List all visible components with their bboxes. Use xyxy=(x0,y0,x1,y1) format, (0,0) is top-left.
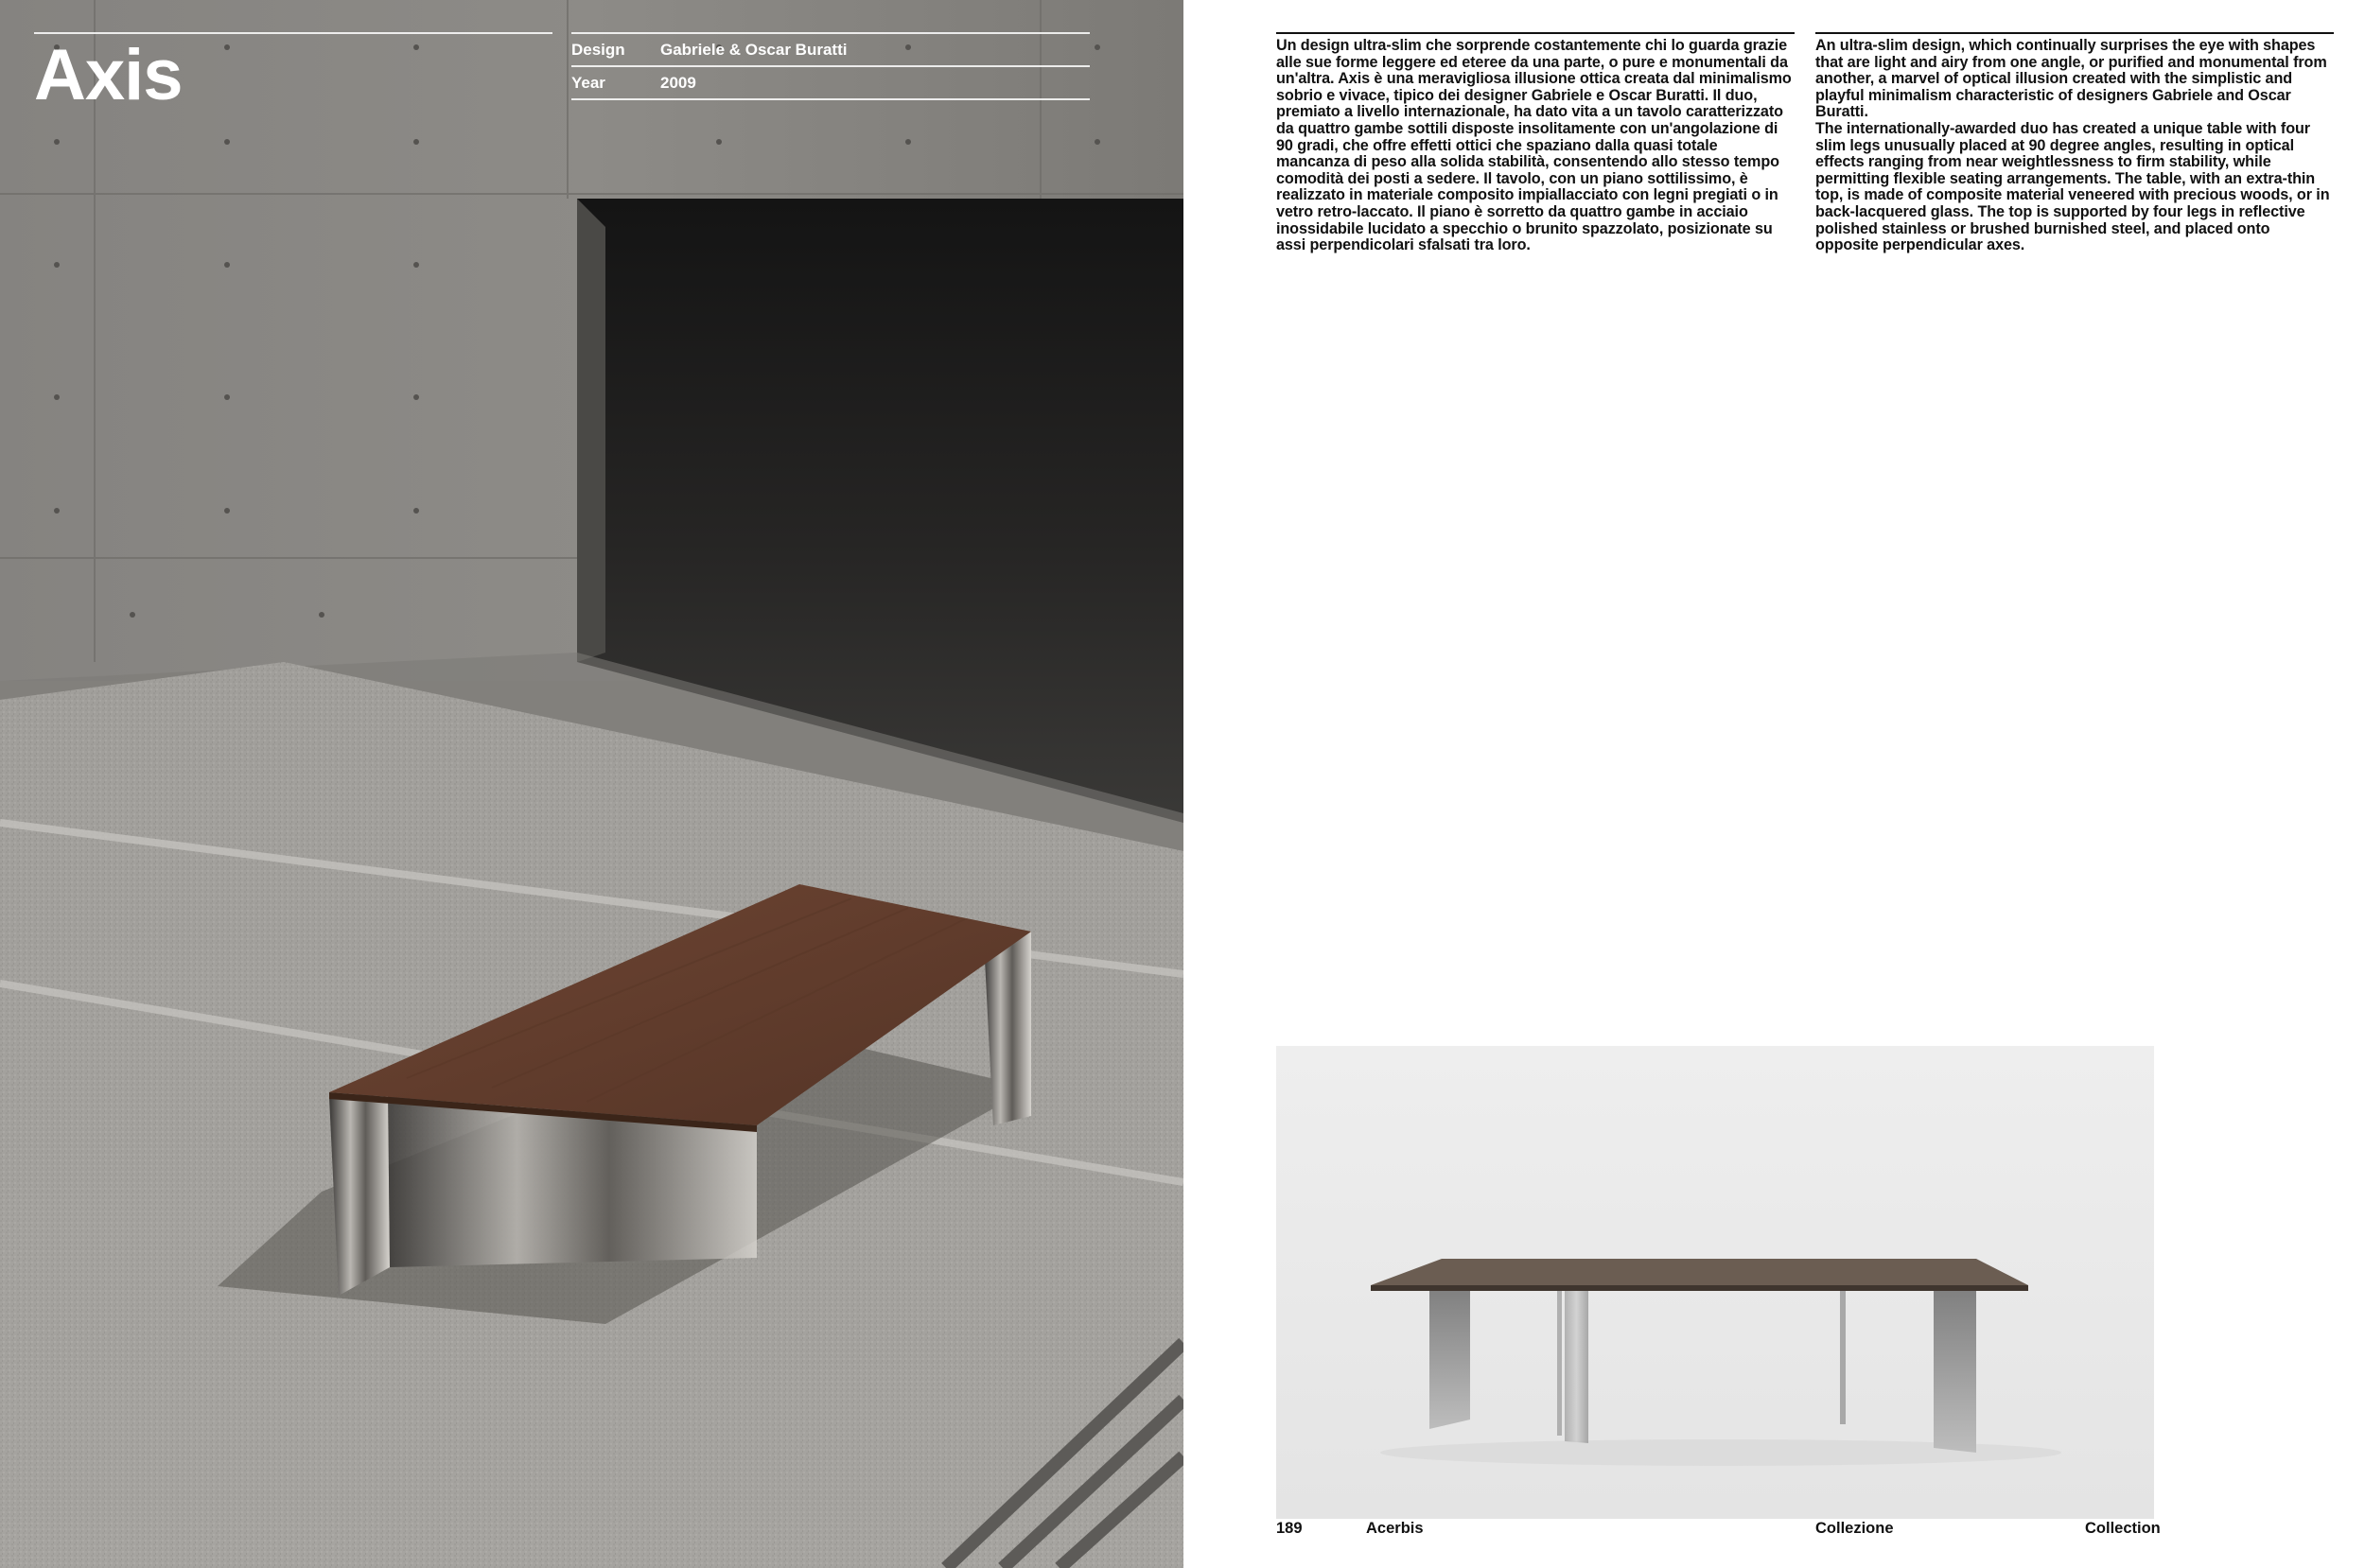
italian-paragraph: Un design ultra-slim che sorprende costantemente chi lo guarda grazie alle sue forme leggere ed eteree da una parte, o pure e monumentali da un'altra. Axis è una meravigliosa illusione ottica creata dal minimalismo sobrio e vivace, tipico dei designer Gabriele e Oscar Buratti. Il duo, premiato a livello internazionale, ha dato vita a un tavolo caratterizzato da quattro gambe sottili disposte insolitamente con un'angolazione di 90 gradi, che offre effetti ottici che spaziano dalla quasi totale mancanza di peso alla solida stabilità, consentendo allo stesso tempo comodità dei posti a sedere. Il tavolo, con un piano sottilissimo, è realizzato in materiale composito impiallacciato con legni pregiati o in vetro retro-laccato. Il piano è sorretto da quattro gambe in acciaio inossidabile lucidato a specchio o brunito spazzolato, posizionate su assi perpendicolari sfalsati tra loro. xyxy=(1276,37,1792,254)
page-number: 189 xyxy=(1276,1520,1303,1537)
english-paragraph-2: The internationally-awarded duo has created a unique table with four slim legs unusually placed at 90 degree angles, resulting in optical effects ranging from near weightlessness to firm stability, while permitting flexible seating arrangements. The table, with an extra-thin top, is made of composite material veneered with precious woods, or in back-lacquered glass. The top is supported by four legs in reflective polished stainless or brushed burnished steel, and placed onto opposite perpendicular axes. xyxy=(1815,119,2330,254)
meta-row-year xyxy=(571,67,1090,100)
table-render xyxy=(1276,1046,2154,1519)
english-paragraph-1: An ultra-slim design, which continually surprises the eye with shapes that are light and airy from one angle, or purified and monumental from another, a marvel of optical illusion created with the simplistic and playful minimalism characteristic of designers Gabriele and Oscar Buratti. xyxy=(1815,37,2327,121)
footer-section-it: Collezione xyxy=(1815,1520,1894,1537)
footer-brand: Acerbis xyxy=(1366,1520,1424,1537)
year-label: Year xyxy=(571,73,605,92)
english-column-rule xyxy=(1815,32,2334,34)
product-studio-photo xyxy=(1276,1046,2154,1519)
footer-section-en: Collection xyxy=(2085,1520,2161,1537)
italian-text-column xyxy=(1276,32,1795,254)
meta-row-design xyxy=(571,34,1090,67)
title-rule xyxy=(34,32,552,34)
italian-column-rule xyxy=(1276,32,1795,34)
product-meta-table xyxy=(571,32,1090,100)
english-text-column xyxy=(1815,32,2334,254)
design-label: Design xyxy=(571,40,625,59)
meta-top-rule xyxy=(571,32,1090,34)
design-value: Gabriele & Oscar Buratti xyxy=(660,40,848,59)
product-title: Axis xyxy=(34,35,183,115)
year-value: 2009 xyxy=(660,73,696,92)
